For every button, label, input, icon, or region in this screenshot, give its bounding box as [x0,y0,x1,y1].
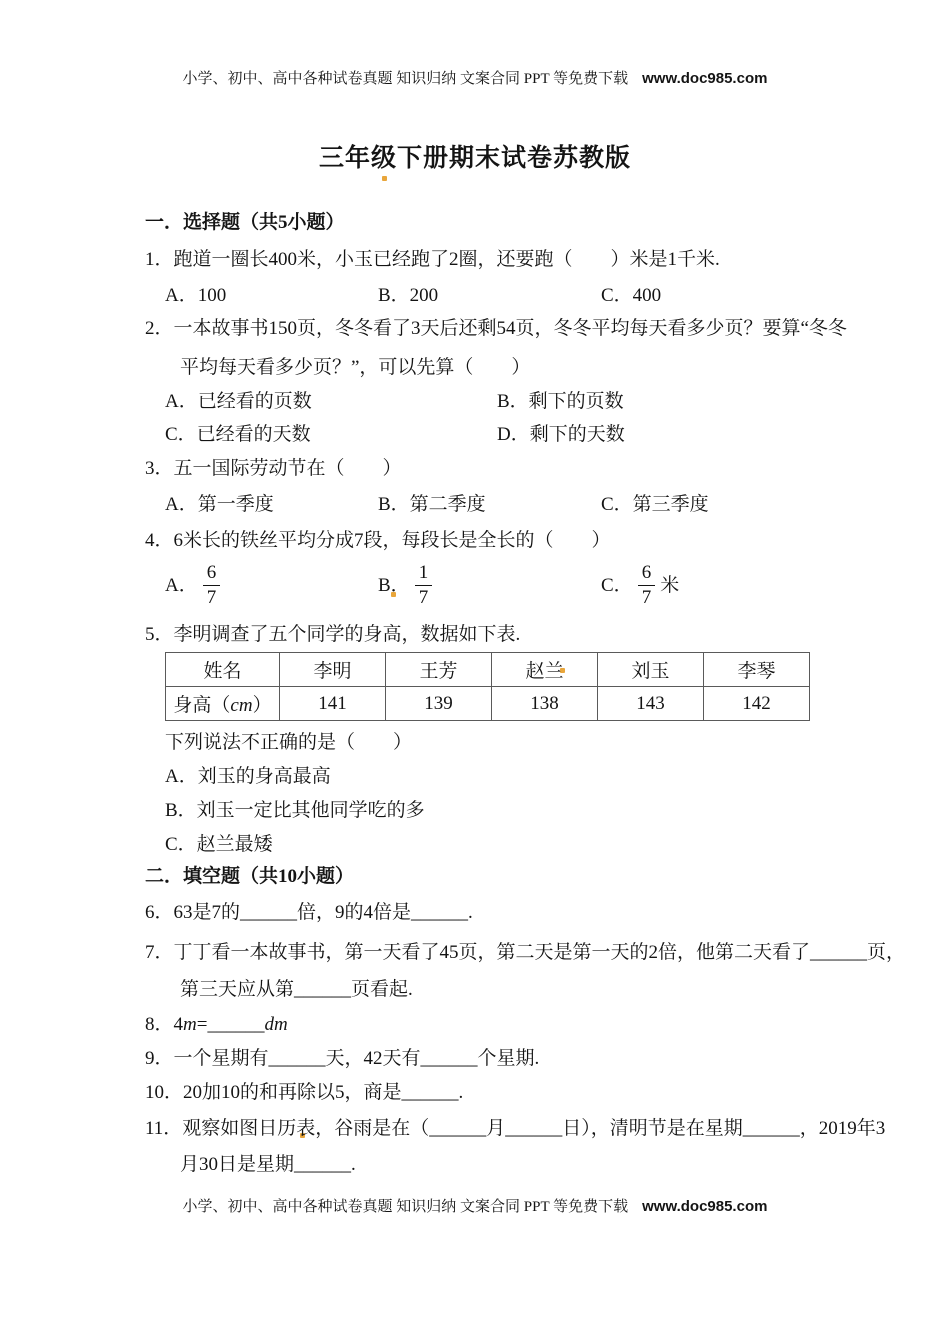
option-c: C．第三季度 [601,494,709,515]
table-cell: 刘玉 [598,653,704,687]
header-site-url[interactable]: www.doc985.com [642,70,768,87]
fraction-numerator: 6 [203,562,221,586]
option-b [378,562,601,609]
table-cell: 姓名 [166,653,280,687]
height-table [165,652,810,721]
option-c [601,562,865,609]
question-10-text: 10．20加10的和再除以5，商是______. [145,1082,464,1103]
question-1-text: 1．跑道一圈长400米，小玉已经跑了2圈，还要跑（ ）米是1千米. [145,249,720,270]
header-promo-text: 小学、初中、高中各种试卷真题 知识归纳 文案合同 PPT 等免费下载 [182,71,629,87]
option-b: B．剩下的页数 [497,391,624,412]
question-11-text-line1: 11．观察如图日历表，谷雨是在（______月______日），清明节是在星期______，2019年3 [145,1118,886,1139]
option-c: C．已经看的天数 [165,424,311,445]
question-7-text-line2: 第三天应从第______页看起. [180,979,413,1000]
option-label: A． [165,574,198,596]
fraction [638,562,656,609]
question-7-text-line1: 7．丁丁看一本故事书，第一天看了45页，第二天是第一天的2倍，他第二天看了______页， [145,942,906,963]
option-a: A．100 [165,285,227,306]
option-a: A．已经看的页数 [165,391,312,412]
question-2-text-line1: 2．一本故事书150页，冬冬看了3天后还剩54页，冬冬平均每天看多少页？要算“冬冬 [145,318,847,339]
page-header [0,66,950,92]
table-cell: 141 [280,687,386,721]
question-2-text-line2: 平均每天看多少页？”，可以先算（ ） [180,357,531,378]
fraction-denominator: 7 [641,587,652,608]
fraction-numerator: 6 [638,562,656,586]
option-label: C． [601,574,633,596]
artifact-dot [382,176,387,181]
table-header-row [166,653,810,687]
section-2-heading: 二．填空题（共10小题） [145,866,355,887]
question-5-followup: 下列说法不正确的是（ ） [165,732,413,753]
table-cell: 王芳 [386,653,492,687]
table-cell: 142 [704,687,810,721]
option-label: B． [378,574,410,596]
option-c: C．400 [601,285,662,306]
question-1-options [165,283,865,309]
table-cell: 139 [386,687,492,721]
table-cell: 李明 [280,653,386,687]
question-9-text: 9．一个星期有______天，42天有______个星期. [145,1048,540,1069]
fraction [415,562,433,609]
fraction-denominator: 7 [206,587,217,608]
option-a [165,562,378,609]
doc-title: 三年级下册期末试卷苏教版 [318,145,631,172]
question-2-options [165,389,865,455]
table-cell: 赵兰 [492,653,598,687]
option-b: B．200 [378,285,439,306]
fraction-denominator: 7 [418,587,429,608]
question-3-options [165,492,865,518]
question-4-text: 4．6米长的铁丝平均分成7段，每段长是全长的（ ） [145,530,611,551]
table-cell: 143 [598,687,704,721]
question-5-option-c: C．赵兰最矮 [165,834,273,855]
section-1-heading: 一．选择题（共5小题） [145,212,345,233]
footer-promo-text: 小学、初中、高中各种试卷真题 知识归纳 文案合同 PPT 等免费下载 [182,1199,629,1215]
question-8-text: 8．4m=______dm [145,1014,288,1035]
unit-cm: cm [230,695,253,716]
table-cell: 身高（cm） [166,687,280,721]
question-4-options [165,562,865,609]
question-6-text: 6．63是7的______倍，9的4倍是______. [145,902,473,923]
option-a: A．第一季度 [165,494,274,515]
page-footer [0,1194,950,1220]
fraction [203,562,221,609]
table-cell: 李琴 [704,653,810,687]
unit-m: m [183,1014,197,1035]
option-d: D．剩下的天数 [497,424,625,445]
question-5-text: 5．李明调查了五个同学的身高，数据如下表. [145,624,521,645]
table-cell: 138 [492,687,598,721]
fraction-numerator: 1 [415,562,433,586]
table-value-row [166,687,810,721]
option-b: B．第二季度 [378,494,486,515]
question-11-text-line2: 月30日是星期______. [180,1154,356,1175]
question-5-option-b: B．刘玉一定比其他同学吃的多 [165,800,425,821]
unit-dm: dm [264,1014,288,1035]
question-3-text: 3．五一国际劳动节在（ ） [145,458,402,479]
footer-site-url[interactable]: www.doc985.com [642,1198,768,1215]
fraction-suffix: 米 [660,574,680,596]
question-5-option-a: A．刘玉的身高最高 [165,766,331,787]
